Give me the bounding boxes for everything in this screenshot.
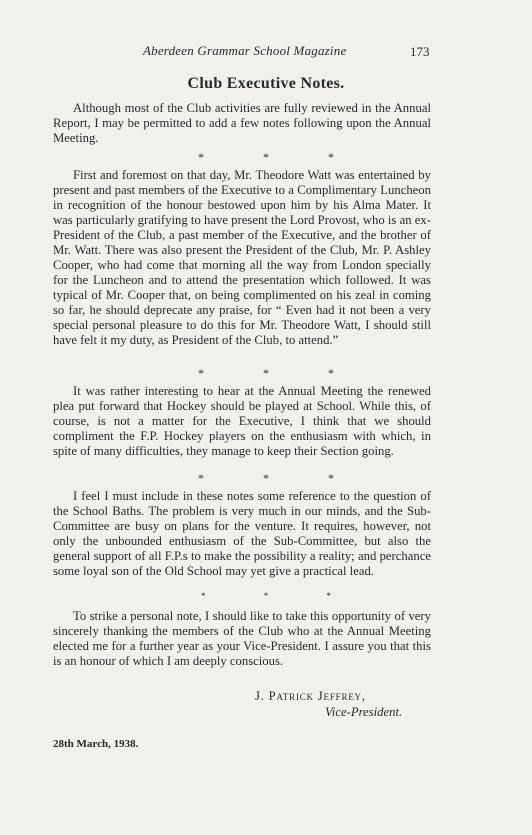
separator-3: * * *: [198, 471, 362, 485]
separator-2: * * *: [198, 366, 362, 380]
signatory-title: Vice-President.: [325, 705, 403, 719]
separator-1: * * *: [198, 150, 362, 164]
page-number: 173: [410, 44, 430, 59]
paragraph-2: First and foremost on that day, Mr. Theodore Watt was entertained by present and past members of the Executive to a Complimentary Luncheon in recognition of the honour bestowed upon him by his Alma Mater. It was particularly gratifying to have present the Lord Provost, who is an ex-President of the Club, a past member of the Executive, and the brother of Mr. Watt. There was also present the President of the Club, Mr. P. Ashley Cooper, who had come that morning all the way from London specially for the Luncheon and to attend the presentation which followed. It was typical of Mr. Cooper that, on being complimented on his zeal in coming so far, he should deprecate any praise, for “ Even had it not been a very special personal pleasure to do this for Mr. Theodore Watt, I should still have felt it my duty, as President of the Club, to attend.”: [53, 168, 431, 347]
article-heading: Club Executive Notes.: [187, 75, 345, 92]
magazine-title: Aberdeen Grammar School Magazine: [143, 43, 347, 58]
separator-4: * * *: [201, 591, 359, 601]
dateline: 28th March, 1938.: [53, 738, 139, 750]
paragraph-3: It was rather interesting to hear at the Annual Meeting the renewed plea put forward that Hockey should be played at School. While this, of course, is not a matter for the Executive, I think that we should compliment the F.P. Hockey players on the enthusiasm with which, in spite of many difficulties, they manage to keep their Section going.: [53, 384, 431, 458]
signature-block: [255, 688, 433, 720]
paragraph-4: I feel I must include in these notes some reference to the question of the School Baths. The problem is very much in our minds, and the Sub-Committee are busy on plans for the venture. It requires, however, not only the unbounded enthusiasm of the Sub-Committee, but also the general support of all F.P.s to make the possibility a reality; and perchance some loyal son of the Old School may yet give a practical lead.: [53, 489, 431, 578]
paragraph-5: To strike a personal note, I should like to take this opportunity of very sincerely thanking the members of the Club who at the Annual Meeting elected me for a further year as your Vice-President. I assure you that this is an honour of which I am deeply conscious.: [53, 609, 431, 668]
paragraph-1: Although most of the Club activities are fully reviewed in the Annual Report, I may be permitted to add a few notes following upon the Annual Meeting.: [53, 101, 431, 145]
signatory-name: J. Patrick Jeffrey,: [255, 689, 366, 703]
running-head: [0, 43, 532, 63]
